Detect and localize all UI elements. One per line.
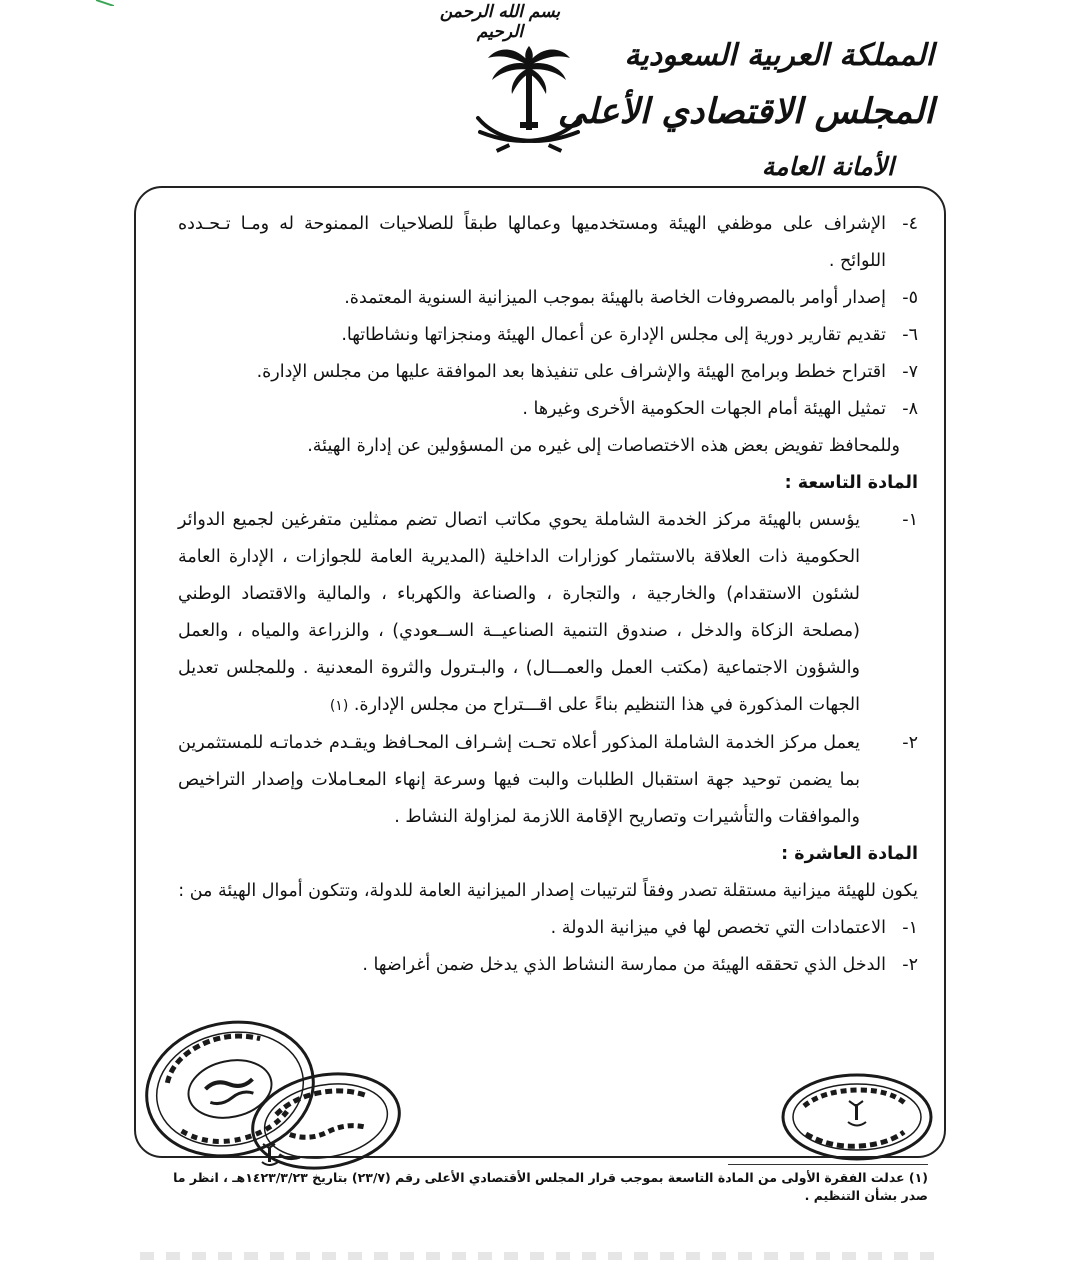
item-text: الدخل الذي تحققه الهيئة من ممارسة النشاط الذي يدخل ضمن أغراضها .: [362, 955, 886, 975]
item-text: [178, 502, 860, 725]
list-item: [178, 725, 918, 836]
secretariat-seal-stamp: [778, 1070, 936, 1164]
item-text: الاعتمادات التي تخصص لها في ميزانية الدولة .: [550, 918, 886, 938]
list-item: [178, 947, 918, 984]
list-item: [178, 391, 918, 428]
item-text: اقتراح خطط وبرامج الهيئة والإشراف على تنفيذها بعد الموافقة عليها من مجلس الإدارة.: [256, 362, 886, 382]
list-item: [178, 910, 918, 947]
item-number: ١-: [902, 918, 918, 938]
item-text: يعمل مركز الخدمة الشاملة المذكور أعلاه تحـت إشـراف المحـافظ ويقـدم خدماتـه للمستثمرين بما يضمن توحيد جهة استقبال الطلبات والبت فيها وسرعة إنهاء المعـاملات وإصدار التراخيص والموافقات والتأشيرات وتصاريح الإقامة اللازمة لمزاولة النشاط .: [178, 733, 860, 827]
list-item: [178, 502, 918, 725]
list-item: [178, 317, 918, 354]
secretariat-title: الأمانة العامة: [761, 152, 894, 181]
footnote-separator: [728, 1164, 928, 1165]
item-text-body: يؤسس بالهيئة مركز الخدمة الشاملة يحوي مكاتب اتصال تضم ممثلين متفرغين لجميع الدوائر الحكومية ذات العلاقة بالاستثمار كوزارات الداخلية (المديرية العامة للجوازات ، الإدارة العامة لشئون الاستقدام) والخارجية ، والتجارة ، والصناعة والكهرباء ، والمالية والاقتصاد الوطني (مصلحة الزكاة والدخل ، صندوق التنمية الصناعيــة الســعودي) ، والزراعة والمياه ، والعمل والشؤون الاجتماعية (مكتب العمل والعمـــال) ، والبـترول والثروة المعدنية . وللمجلس تعديل الجهات المذكورة في هذا التنظيم بناءً على اقـــتراح من مجلس الإدارة.: [178, 510, 860, 715]
bottom-scan-artifact: [140, 1252, 940, 1260]
list-item: [178, 280, 918, 317]
footnote-text: (١) عدلت الفقرة الأولى من المادة التاسعة بموجب قرار المجلس الأقتصادي الأعلى رقم (٢٣/٧) بتاريخ ١٤٢٣/٣/٢٣هـ ، انظر ما صدر بشأن التنظيم .: [173, 1170, 928, 1203]
delegation-paragraph: وللمحافظ تفويض بعض هذه الاختصاصات إلى غيره من المسؤولين عن إدارة الهيئة.: [307, 436, 900, 456]
list-item: [178, 354, 918, 391]
item-number: ٧-: [902, 362, 918, 382]
item-number: ١-: [902, 510, 918, 530]
item-number: ٤-: [902, 214, 918, 234]
article-10-heading: المادة العاشرة :: [781, 844, 918, 864]
article-10-intro: يكون للهيئة ميزانية مستقلة تصدر وفقاً لترتيبات إصدار الميزانية العامة للدولة، وتتكون أموال الهيئة من :: [178, 881, 918, 901]
item-text: تمثيل الهيئة أمام الجهات الحكومية الأخرى وغيرها .: [522, 399, 886, 419]
article-9-heading: المادة التاسعة :: [784, 473, 918, 493]
cabinet-copy-stamp: [248, 1068, 404, 1174]
item-number: ٢-: [902, 955, 918, 975]
item-number: ٦-: [902, 325, 918, 345]
item-text: الإشراف على موظفي الهيئة ومستخدميها وعمالها طبقاً للصلاحيات الممنوحة له ومـا تـحـدده اللوائح .: [178, 214, 886, 271]
kingdom-title: المملكة العربية السعودية: [624, 38, 934, 73]
footnote: [148, 1164, 928, 1205]
corner-mark: [96, 0, 114, 6]
letterhead: [558, 32, 934, 190]
list-item: [178, 206, 918, 280]
footnote-ref: (١): [329, 698, 349, 714]
item-number: ٨-: [902, 399, 918, 419]
item-number: ٢-: [902, 733, 918, 753]
item-text: إصدار أوامر بالمصروفات الخاصة بالهيئة بموجب الميزانية السنوية المعتمدة.: [344, 288, 886, 308]
council-title: المجلس الاقتصادي الأعلى: [557, 91, 934, 132]
item-text: تقديم تقارير دورية إلى مجلس الإدارة عن أعمال الهيئة ومنجزاتها ونشاطاتها.: [341, 325, 886, 345]
item-number: ٥-: [902, 288, 918, 308]
document-body: [178, 206, 918, 984]
basmala: بسم الله الرحمن الرحيم: [439, 2, 561, 42]
